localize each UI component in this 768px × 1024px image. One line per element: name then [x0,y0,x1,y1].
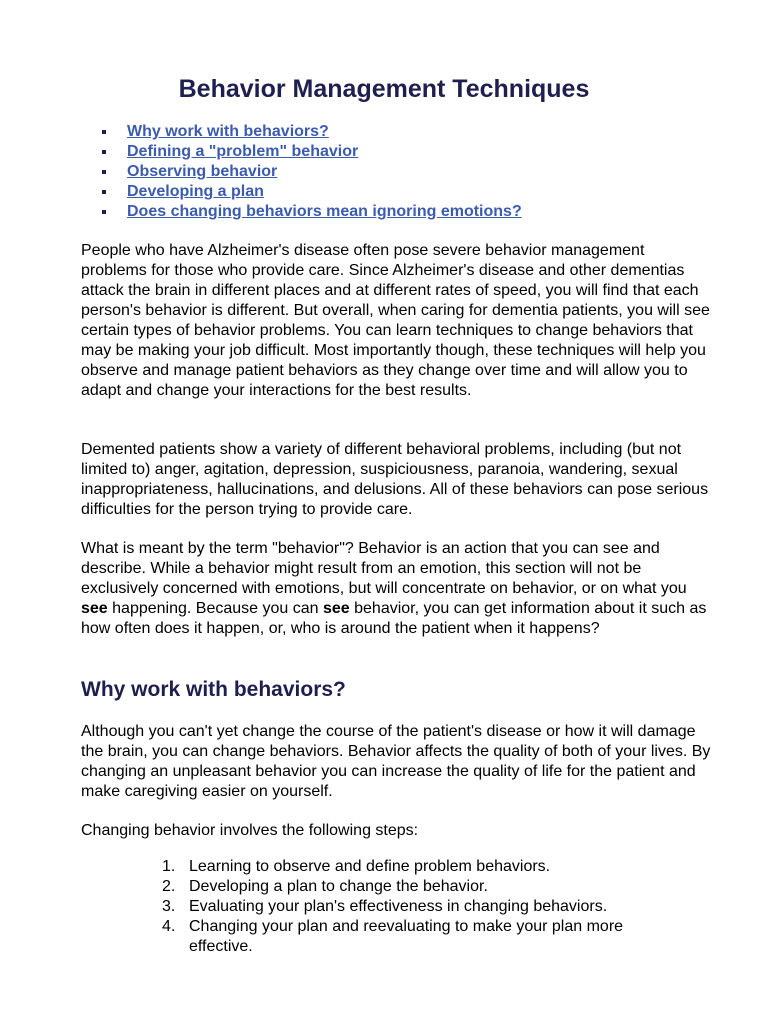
toc-link-ignoring-emotions[interactable]: Does changing behaviors mean ignoring emotions? [127,203,522,220]
toc-link-developing-plan[interactable]: Developing a plan [127,183,264,200]
toc-link-why-work[interactable]: Why work with behaviors? [127,123,329,140]
bullet-icon [102,190,106,194]
bullet-icon [102,170,106,174]
toc-link-defining-problem[interactable]: Defining a "problem" behavior [127,143,359,160]
bullet-icon [102,210,106,214]
emphasis-see-1: see [81,600,108,617]
page-title: Behavior Management Techniques [178,75,590,103]
step-number: 2. [162,878,176,895]
table-of-contents [102,122,522,222]
section-heading-why-work: Why work with behaviors? [81,678,346,701]
toc-item [102,142,522,162]
step-text: Learning to observe and define problem behaviors. [189,858,551,875]
step-text: Evaluating your plan's effectiveness in changing behaviors. [189,898,608,915]
toc-item [102,162,522,182]
list-item [162,917,682,957]
step-number: 4. [162,918,176,935]
definition-text-2: happening. Because you can [107,600,323,617]
toc-item [102,182,522,202]
toc-item [102,122,522,142]
step-text: Changing your plan and reevaluating to make your plan more effective. [189,918,624,955]
list-item [162,897,682,917]
step-number: 1. [162,858,176,875]
step-number: 3. [162,898,176,915]
intro-paragraph-1: People who have Alzheimer's disease often pose severe behavior management problems for those who provide care. Since Alzheimer's disease and other dementias attack the brain in different places and at different rates of speed, you will find that each person's behavior is different. But overall, when caring for dementia patients, you will see certain types of behavior problems. You can learn techniques to change behaviors that may be making your job difficult. Most importantly though, these techniques will help you observe and manage patient behaviors as they change over time and will allow you to adapt and change your interactions for the best results. [81,242,710,399]
section-paragraph-2: Changing behavior involves the following steps: [81,822,419,839]
emphasis-see-2: see [322,600,350,617]
list-item [162,857,682,877]
definition-paragraph [81,539,711,639]
steps-list [162,857,682,957]
definition-text-1: What is meant by the term "behavior"? Behavior is an action that you can see and describe. While a behavior might result from an emotion, this section will not be exclusively concerned with emotions, but will concentrate on behavior, or on what you [81,540,687,597]
step-text: Developing a plan to change the behavior. [189,878,488,895]
toc-item [102,202,522,222]
section-paragraph-1: Although you can't yet change the course of the patient's disease or how it will damage the brain, you can change behaviors. Behavior affects the quality of both of your lives. By changing an unpleasant behavior you can increase the quality of life for the patient and make caregiving easier on yourself. [81,723,711,800]
bullet-icon [102,150,106,154]
bullet-icon [102,130,106,134]
definition-text-3: behavior, you can get information about it such as how often does it happen, or, who is around the patient when it happens? [81,600,707,637]
intro-paragraph-2: Demented patients show a variety of different behavioral problems, including (but not limited to) anger, agitation, depression, suspiciousness, paranoia, wandering, sexual inappropriateness, hallucinations, and delusions. All of these behaviors can pose serious difficulties for the person trying to provide care. [81,441,709,518]
list-item [162,877,682,897]
toc-link-observing[interactable]: Observing behavior [127,163,278,180]
